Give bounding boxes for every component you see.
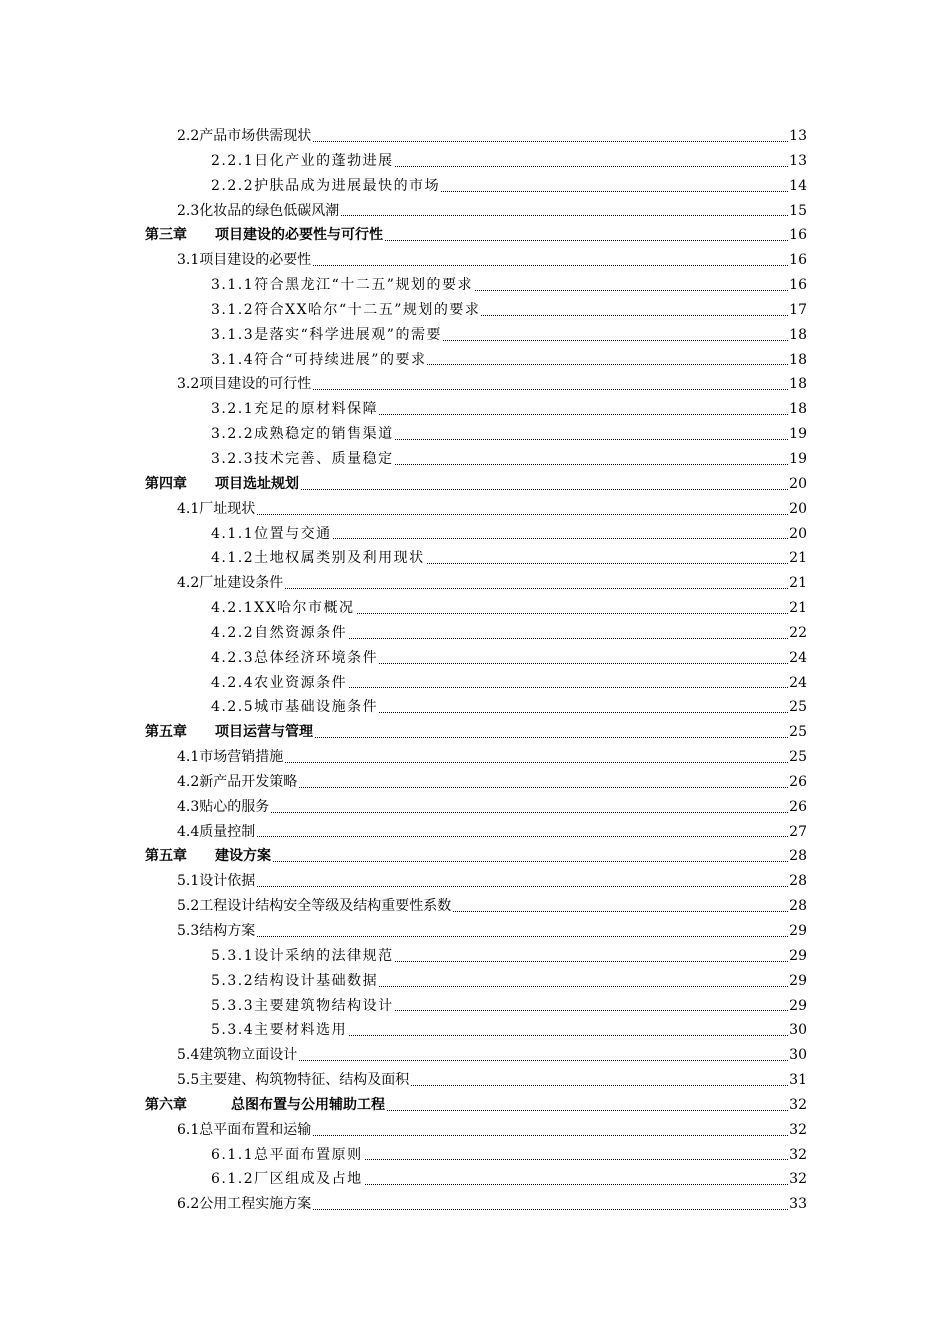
- toc-entry-title: 新产品开发策略: [199, 773, 298, 790]
- toc-entry-number: 4.1: [177, 749, 200, 766]
- toc-entry-title: 日化产业的蓬勃进展: [254, 152, 394, 169]
- toc-entry-label: [177, 795, 270, 820]
- toc-entry-label: [211, 447, 395, 472]
- toc-page-number: 26: [788, 795, 807, 820]
- toc-entry[interactable]: [0, 447, 950, 472]
- toc-page-number: 20: [788, 472, 807, 497]
- toc-entry-number: 5.3.1: [211, 947, 255, 964]
- toc-page-number: 29: [788, 944, 807, 969]
- toc-entry[interactable]: [0, 795, 950, 820]
- toc-entry-number: 5.1: [177, 873, 200, 890]
- toc-entry[interactable]: [0, 869, 950, 894]
- toc-entry-title: 项目建设的必要性: [199, 252, 312, 269]
- toc-entry[interactable]: [0, 571, 950, 596]
- toc-entry-number: 3.2.1: [211, 401, 255, 418]
- toc-page-number: 17: [788, 298, 807, 323]
- toc-entry-title: 总体经济环境条件: [254, 649, 379, 666]
- toc-entry-title: 总平面布置原则: [254, 1146, 363, 1163]
- toc-entry-number: 第五章: [145, 848, 187, 865]
- toc-entry[interactable]: [0, 273, 950, 298]
- toc-entry-number: 2.3: [177, 202, 200, 219]
- toc-entry-label: [177, 124, 312, 149]
- toc-entry[interactable]: [0, 397, 950, 422]
- toc-entry-number: 5.2: [177, 898, 200, 915]
- toc-entry-label: [211, 1167, 364, 1192]
- toc-entry-title: 项目建设的必要性与可行性: [215, 227, 383, 244]
- toc-entry[interactable]: [0, 1118, 950, 1143]
- toc-page-number: 30: [788, 1018, 807, 1043]
- toc-entry-label: [211, 323, 443, 348]
- toc-entry-number: 5.3.4: [211, 1022, 255, 1039]
- toc-entry[interactable]: [0, 1018, 950, 1043]
- toc-entry-title: 是落实“科学进展观”的需要: [254, 326, 442, 343]
- toc-page-number: 25: [788, 695, 807, 720]
- toc-entry-label: [211, 1018, 348, 1043]
- toc-entry-title: 厂区组成及占地: [254, 1171, 363, 1188]
- toc-chapter-entry[interactable]: [0, 844, 950, 869]
- toc-entry-label: [145, 720, 314, 745]
- toc-entry-number: 6.1: [177, 1121, 200, 1138]
- toc-entry-number: 3.1.1: [211, 277, 255, 294]
- toc-entry-label: [211, 149, 395, 174]
- toc-entry[interactable]: [0, 522, 950, 547]
- toc-entry-label: [211, 969, 379, 994]
- toc-entry[interactable]: [0, 298, 950, 323]
- toc-entry-number: 4.1.2: [211, 550, 255, 567]
- toc-entry[interactable]: [0, 199, 950, 224]
- toc-page-number: 16: [788, 273, 807, 298]
- toc-entry-number: 4.2.4: [211, 674, 255, 691]
- toc-entry-title: 符合“可持续进展”的要求: [254, 351, 427, 368]
- toc-entry-number: 2.2.1: [211, 152, 255, 169]
- toc-entry-number: 4.2: [177, 773, 200, 790]
- toc-entry[interactable]: [0, 646, 950, 671]
- toc-entry-label: [211, 1143, 364, 1168]
- toc-entry-title: 项目运营与管理: [215, 724, 313, 741]
- toc-entry-number: 2.2.2: [211, 177, 255, 194]
- toc-page-number: 24: [788, 646, 807, 671]
- toc-entry-title: 设计依据: [199, 873, 256, 890]
- toc-entry-title: 市场营销措施: [199, 749, 284, 766]
- toc-page-number: 20: [788, 522, 807, 547]
- toc-chapter-entry[interactable]: [0, 720, 950, 745]
- toc-page-number: 14: [788, 174, 807, 199]
- toc-entry-number: 2.2: [177, 128, 200, 144]
- toc-entry-number: 第三章: [145, 227, 187, 244]
- toc-entry-label: [145, 844, 272, 869]
- toc-entry-number: 3.1: [177, 252, 200, 269]
- toc-entry-number: 3.2.3: [211, 450, 255, 467]
- toc-entry[interactable]: [0, 1167, 950, 1192]
- toc-entry-title: 符合黑龙江“十二五”规划的要求: [254, 277, 473, 294]
- toc-entry-title: 主要材料选用: [254, 1022, 348, 1039]
- toc-entry-label: [211, 621, 348, 646]
- toc-page-number: 18: [788, 372, 807, 397]
- toc-page-number: 32: [788, 1143, 807, 1168]
- toc-page-number: 28: [788, 869, 807, 894]
- toc-entry-number: 4.1.1: [211, 525, 255, 542]
- toc-entry-label: [211, 596, 356, 621]
- toc-entry[interactable]: [0, 596, 950, 621]
- toc-entry[interactable]: [0, 969, 950, 994]
- toc-entry[interactable]: [0, 695, 950, 720]
- toc-entry[interactable]: [0, 422, 950, 447]
- toc-entry[interactable]: [0, 820, 950, 845]
- toc-entry-number: 6.1.1: [211, 1146, 255, 1163]
- toc-entry-label: [177, 770, 298, 795]
- toc-entry-title: 贴心的服务: [199, 798, 270, 815]
- toc-page-number: 29: [788, 919, 807, 944]
- toc-entry-number: 4.1: [177, 500, 200, 517]
- toc-entry[interactable]: [0, 372, 950, 397]
- toc-entry[interactable]: [0, 770, 950, 795]
- toc-page-number: 27: [788, 820, 807, 845]
- toc-entry-label: [177, 919, 256, 944]
- table-of-contents: [0, 124, 950, 1217]
- toc-page-number: 13: [788, 149, 807, 174]
- toc-entry-label: [211, 944, 395, 969]
- toc-entry-number: 4.2.5: [211, 699, 255, 716]
- toc-entry-label: [211, 671, 348, 696]
- toc-entry-title: 工程设计结构安全等级及结构重要性系数: [199, 898, 452, 915]
- toc-entry-label: [177, 894, 452, 919]
- toc-entry-label: [211, 273, 474, 298]
- toc-entry-label: [211, 695, 379, 720]
- toc-entry-number: 第五章: [145, 724, 187, 741]
- toc-entry-title: 自然资源条件: [254, 624, 348, 641]
- toc-entry-label: [177, 869, 256, 894]
- toc-entry-label: [177, 1118, 312, 1143]
- toc-page-number: 25: [788, 720, 807, 745]
- toc-entry-title: 主要建、构筑物特征、结构及面积: [199, 1072, 410, 1089]
- toc-entry-label: [211, 546, 426, 571]
- toc-entry-title: 质量控制: [199, 823, 256, 840]
- toc-entry[interactable]: [0, 745, 950, 770]
- toc-entry-label: [211, 397, 379, 422]
- toc-entry-title: 项目建设的可行性: [199, 376, 312, 393]
- toc-entry-title: 厂址现状: [199, 500, 256, 517]
- toc-page-number: 21: [788, 596, 807, 621]
- toc-entry-label: [177, 1043, 298, 1068]
- toc-entry-label: [211, 348, 427, 373]
- toc-entry-title: 建设方案: [215, 848, 271, 865]
- toc-page-number: 32: [788, 1167, 807, 1192]
- toc-page-number: 25: [788, 745, 807, 770]
- toc-page-number: 15: [788, 199, 807, 224]
- toc-entry-number: 5.3.2: [211, 972, 255, 989]
- toc-entry-label: [211, 298, 481, 323]
- toc-page-number: 16: [788, 223, 807, 248]
- toc-entry-title: 充足的原材料保障: [254, 401, 379, 418]
- dot-leader: [180, 812, 790, 813]
- toc-entry-label: [211, 174, 441, 199]
- toc-entry[interactable]: [0, 919, 950, 944]
- toc-entry[interactable]: [0, 149, 950, 174]
- toc-entry-label: [211, 522, 333, 547]
- toc-entry[interactable]: [0, 944, 950, 969]
- toc-entry-number: 3.2.2: [211, 426, 255, 443]
- toc-page-number: 13: [788, 124, 807, 149]
- toc-page-number: 32: [788, 1093, 807, 1118]
- toc-entry-label: [211, 994, 395, 1019]
- toc-entry-label: [211, 422, 395, 447]
- toc-entry-label: [145, 1093, 386, 1118]
- dot-leader: [180, 514, 790, 515]
- toc-page-number: 29: [788, 994, 807, 1019]
- toc-entry[interactable]: [0, 671, 950, 696]
- toc-entry[interactable]: [0, 248, 950, 273]
- toc-entry[interactable]: [0, 1068, 950, 1093]
- toc-entry-number: 5.3.3: [211, 997, 255, 1014]
- toc-entry-number: 4.2: [177, 575, 200, 592]
- toc-entry-title: 农业资源条件: [254, 674, 348, 691]
- toc-entry-title: 土地权属类别及利用现状: [254, 550, 425, 567]
- toc-entry-label: [177, 497, 256, 522]
- toc-entry[interactable]: [0, 1043, 950, 1068]
- toc-entry[interactable]: [0, 124, 950, 149]
- toc-entry-label: [177, 1192, 312, 1217]
- toc-entry-title: 护肤品成为进展最快的市场: [254, 177, 441, 194]
- toc-entry-label: [177, 820, 256, 845]
- toc-page-number: 24: [788, 671, 807, 696]
- toc-page-number: 19: [788, 422, 807, 447]
- toc-entry-number: 6.1.2: [211, 1171, 255, 1188]
- toc-page-number: 33: [788, 1192, 807, 1217]
- toc-entry-title: 公用工程实施方案: [199, 1196, 312, 1213]
- toc-entry-title: 成熟稳定的销售渠道: [254, 426, 394, 443]
- toc-entry-label: [177, 1068, 410, 1093]
- toc-entry-number: 4.2.3: [211, 649, 255, 666]
- toc-entry[interactable]: [0, 348, 950, 373]
- toc-entry-number: 5.5: [177, 1072, 200, 1089]
- toc-entry-title: 设计采纳的法律规范: [254, 947, 394, 964]
- toc-entry-title: 化妆品的绿色低碳风潮: [199, 202, 340, 219]
- dot-leader: [180, 886, 790, 887]
- toc-entry-number: 3.1.2: [211, 301, 255, 318]
- toc-entry-title: 结构设计基础数据: [254, 972, 379, 989]
- toc-entry-title: XX哈尔市概况: [254, 600, 355, 617]
- toc-entry-label: [177, 248, 312, 273]
- toc-entry-number: 第六章: [145, 1096, 187, 1113]
- toc-entry[interactable]: [0, 323, 950, 348]
- toc-entry-number: 3.1.4: [211, 351, 255, 368]
- toc-entry-label: [177, 372, 312, 397]
- toc-entry-title: 主要建筑物结构设计: [254, 997, 394, 1014]
- toc-entry-number: 5.3: [177, 923, 200, 939]
- toc-entry-number: 6.2: [177, 1196, 200, 1213]
- toc-entry-label: [177, 571, 284, 596]
- toc-entry-title: 项目选址规划: [215, 475, 299, 492]
- toc-entry-label: [177, 199, 340, 224]
- toc-page-number: 20: [788, 497, 807, 522]
- toc-page-number: 16: [788, 248, 807, 273]
- toc-entry[interactable]: [0, 894, 950, 919]
- toc-page-number: 18: [788, 397, 807, 422]
- toc-entry-title: 技术完善、质量稳定: [254, 450, 394, 467]
- toc-entry-title: 城市基础设施条件: [254, 699, 379, 716]
- toc-entry-number: 4.3: [177, 798, 200, 815]
- toc-chapter-entry[interactable]: [0, 1093, 950, 1118]
- toc-entry-number: 4.4: [177, 823, 200, 840]
- toc-entry-title: 产品市场供需现状: [199, 128, 312, 144]
- toc-entry-number: 4.2.2: [211, 624, 255, 641]
- toc-entry-number: 3.2: [177, 376, 200, 393]
- toc-page-number: 30: [788, 1043, 807, 1068]
- toc-entry-label: [145, 223, 384, 248]
- toc-entry[interactable]: [0, 1143, 950, 1168]
- toc-entry-title: 位置与交通: [254, 525, 332, 542]
- toc-page-number: 18: [788, 323, 807, 348]
- toc-entry-title: 厂址建设条件: [199, 575, 284, 592]
- toc-entry-title: 总图布置与公用辅助工程: [231, 1096, 385, 1113]
- toc-chapter-entry[interactable]: [0, 472, 950, 497]
- toc-entry-title: 总平面布置和运输: [199, 1121, 312, 1138]
- toc-page-number: 19: [788, 447, 807, 472]
- toc-page-number: 29: [788, 969, 807, 994]
- toc-entry-number: 4.2.1: [211, 600, 255, 617]
- toc-page-number: 26: [788, 770, 807, 795]
- toc-entry[interactable]: [0, 994, 950, 1019]
- toc-entry[interactable]: [0, 546, 950, 571]
- toc-page-number: 28: [788, 894, 807, 919]
- toc-page-number: 28: [788, 844, 807, 869]
- toc-page-number: 22: [788, 621, 807, 646]
- toc-entry-title: 结构方案: [199, 923, 256, 939]
- toc-page-number: 31: [788, 1068, 807, 1093]
- toc-entry[interactable]: [0, 497, 950, 522]
- toc-page-number: 18: [788, 348, 807, 373]
- toc-page-number: 32: [788, 1118, 807, 1143]
- toc-page-number: 21: [788, 571, 807, 596]
- toc-entry-number: 5.4: [177, 1047, 200, 1064]
- toc-page-number: 21: [788, 546, 807, 571]
- dot-leader: [180, 836, 790, 837]
- toc-entry-label: [177, 745, 284, 770]
- toc-entry-number: 第四章: [145, 475, 187, 492]
- dot-leader: [180, 936, 790, 937]
- toc-entry[interactable]: [0, 174, 950, 199]
- toc-entry[interactable]: [0, 621, 950, 646]
- toc-chapter-entry[interactable]: [0, 223, 950, 248]
- toc-entry[interactable]: [0, 1192, 950, 1217]
- toc-entry-title: 建筑物立面设计: [199, 1047, 298, 1064]
- toc-entry-number: 3.1.3: [211, 326, 255, 343]
- toc-entry-label: [211, 646, 379, 671]
- toc-entry-title: 符合XX哈尔“十二五”规划的要求: [254, 301, 481, 318]
- toc-entry-label: [145, 472, 300, 497]
